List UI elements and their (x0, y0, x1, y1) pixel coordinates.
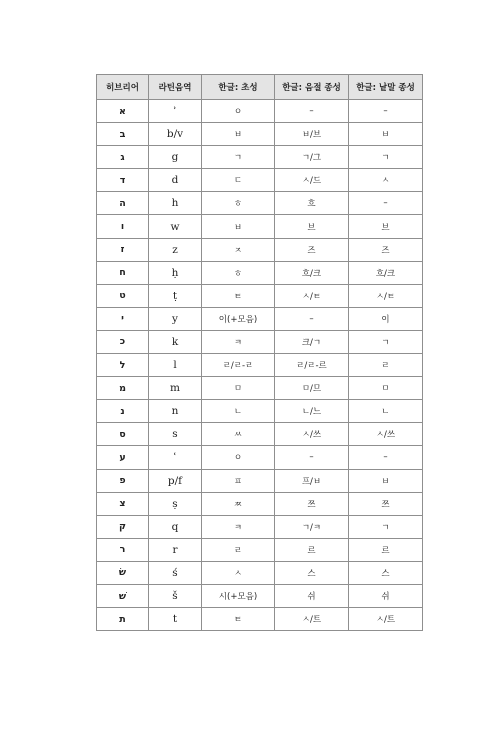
korean-word-final-cell: ㄹ (349, 354, 423, 377)
korean-initial-cell: ㅈ (202, 238, 275, 261)
hebrew-cell: י (97, 307, 149, 330)
korean-syllable-final-cell: – (275, 446, 349, 469)
table-body (97, 100, 423, 631)
korean-word-final-cell: 이 (349, 307, 423, 330)
korean-initial-cell: ㅅ (202, 561, 275, 584)
korean-word-final-cell: ㅂ (349, 123, 423, 146)
table-row (97, 261, 423, 284)
korean-syllable-final-cell: ㄱ/ㅋ (275, 515, 349, 538)
korean-syllable-final-cell: – (275, 100, 349, 123)
korean-syllable-final-cell: 스 (275, 561, 349, 584)
hebrew-cell: שׁ (97, 584, 149, 607)
table-row (97, 100, 423, 123)
latin-cell: p/f (149, 469, 202, 492)
hebrew-cell: כ (97, 330, 149, 353)
korean-initial-cell: ㅍ (202, 469, 275, 492)
korean-initial-cell: ㅋ (202, 330, 275, 353)
korean-syllable-final-cell: ㄹ/ㄹ-르 (275, 354, 349, 377)
hebrew-cell: א (97, 100, 149, 123)
hebrew-cell: ת (97, 608, 149, 631)
korean-syllable-final-cell: 르 (275, 538, 349, 561)
table-row (97, 238, 423, 261)
table-row (97, 561, 423, 584)
korean-initial-cell: ㅌ (202, 284, 275, 307)
hebrew-cell: ע (97, 446, 149, 469)
korean-syllable-final-cell: ㅅ/ㅌ (275, 284, 349, 307)
table-row (97, 330, 423, 353)
header-korean-initial: 한글: 초성 (202, 75, 275, 100)
korean-initial-cell: ㅌ (202, 608, 275, 631)
korean-initial-cell: ㅂ (202, 215, 275, 238)
hebrew-cell: נ (97, 400, 149, 423)
latin-cell: s (149, 423, 202, 446)
table-row (97, 377, 423, 400)
hebrew-cell: ה (97, 192, 149, 215)
latin-cell: g (149, 146, 202, 169)
latin-cell: q (149, 515, 202, 538)
latin-cell: ś (149, 561, 202, 584)
korean-word-final-cell: ㄱ (349, 330, 423, 353)
korean-syllable-final-cell: ㄱ/그 (275, 146, 349, 169)
korean-word-final-cell: 흐/크 (349, 261, 423, 284)
korean-word-final-cell: ㅁ (349, 377, 423, 400)
latin-cell: ḥ (149, 261, 202, 284)
latin-cell: d (149, 169, 202, 192)
hebrew-cell: ט (97, 284, 149, 307)
latin-cell: m (149, 377, 202, 400)
korean-syllable-final-cell: ㅂ/브 (275, 123, 349, 146)
korean-word-final-cell: ㄴ (349, 400, 423, 423)
hebrew-cell: ב (97, 123, 149, 146)
latin-cell: ṭ (149, 284, 202, 307)
header-korean-syllable-final: 한글: 음절 종성 (275, 75, 349, 100)
korean-initial-cell: ㄷ (202, 169, 275, 192)
korean-word-final-cell: ㅅ/ㅌ (349, 284, 423, 307)
korean-word-final-cell: ㅂ (349, 469, 423, 492)
latin-cell: y (149, 307, 202, 330)
table-row (97, 584, 423, 607)
table-row (97, 169, 423, 192)
hebrew-cell: ק (97, 515, 149, 538)
latin-cell: n (149, 400, 202, 423)
header-korean-word-final: 한글: 낱말 종성 (349, 75, 423, 100)
latin-cell: r (149, 538, 202, 561)
hebrew-cell: ו (97, 215, 149, 238)
korean-word-final-cell: – (349, 446, 423, 469)
korean-word-final-cell: – (349, 100, 423, 123)
korean-initial-cell: ㄹ (202, 538, 275, 561)
header-row (97, 75, 423, 100)
korean-syllable-final-cell: 프/ㅂ (275, 469, 349, 492)
table-row (97, 492, 423, 515)
korean-initial-cell: ㅎ (202, 261, 275, 284)
korean-initial-cell: ㄹ/ㄹ-ㄹ (202, 354, 275, 377)
table-row (97, 354, 423, 377)
latin-cell: š (149, 584, 202, 607)
korean-word-final-cell: ㅅ/트 (349, 608, 423, 631)
table-row (97, 469, 423, 492)
latin-cell: l (149, 354, 202, 377)
hebrew-cell: ח (97, 261, 149, 284)
korean-initial-cell: 시(+모음) (202, 584, 275, 607)
korean-syllable-final-cell: 쯔 (275, 492, 349, 515)
table-row (97, 538, 423, 561)
korean-syllable-final-cell: ㅁ/므 (275, 377, 349, 400)
table-row (97, 423, 423, 446)
latin-cell: ṣ (149, 492, 202, 515)
hebrew-cell: מ (97, 377, 149, 400)
korean-syllable-final-cell: 흐 (275, 192, 349, 215)
table-row (97, 446, 423, 469)
table-row (97, 608, 423, 631)
korean-syllable-final-cell: 쉬 (275, 584, 349, 607)
korean-initial-cell: ㅋ (202, 515, 275, 538)
korean-initial-cell: ㅉ (202, 492, 275, 515)
table-row (97, 284, 423, 307)
latin-cell: w (149, 215, 202, 238)
korean-syllable-final-cell: ㅅ/드 (275, 169, 349, 192)
korean-syllable-final-cell: ㅅ/트 (275, 608, 349, 631)
table-row (97, 515, 423, 538)
header-latin: 라틴음역 (149, 75, 202, 100)
korean-initial-cell: ㅂ (202, 123, 275, 146)
korean-initial-cell: ㅇ (202, 446, 275, 469)
hebrew-cell: ל (97, 354, 149, 377)
transliteration-table (96, 74, 423, 631)
table-row (97, 215, 423, 238)
korean-word-final-cell: ㅅ (349, 169, 423, 192)
korean-syllable-final-cell: 브 (275, 215, 349, 238)
korean-initial-cell: ㅁ (202, 377, 275, 400)
table-row (97, 400, 423, 423)
table-row (97, 123, 423, 146)
korean-syllable-final-cell: 흐/크 (275, 261, 349, 284)
latin-cell: ʿ (149, 446, 202, 469)
korean-word-final-cell: 즈 (349, 238, 423, 261)
hebrew-cell: ג (97, 146, 149, 169)
header-hebrew: 히브리어 (97, 75, 149, 100)
korean-word-final-cell: 스 (349, 561, 423, 584)
hebrew-cell: צ (97, 492, 149, 515)
korean-initial-cell: ㄴ (202, 400, 275, 423)
latin-cell: z (149, 238, 202, 261)
latin-cell: t (149, 608, 202, 631)
korean-word-final-cell: – (349, 192, 423, 215)
latin-cell: k (149, 330, 202, 353)
table-row (97, 146, 423, 169)
latin-cell: h (149, 192, 202, 215)
hebrew-cell: ס (97, 423, 149, 446)
korean-initial-cell: ㅆ (202, 423, 275, 446)
hebrew-cell: פ (97, 469, 149, 492)
korean-word-final-cell: 브 (349, 215, 423, 238)
korean-word-final-cell: 르 (349, 538, 423, 561)
table-row (97, 192, 423, 215)
korean-word-final-cell: 쯔 (349, 492, 423, 515)
korean-word-final-cell: 쉬 (349, 584, 423, 607)
korean-syllable-final-cell: – (275, 307, 349, 330)
korean-initial-cell: ㄱ (202, 146, 275, 169)
hebrew-cell: ד (97, 169, 149, 192)
korean-word-final-cell: ㄱ (349, 515, 423, 538)
latin-cell: b/v (149, 123, 202, 146)
hebrew-cell: ר (97, 538, 149, 561)
korean-word-final-cell: ㄱ (349, 146, 423, 169)
table-row (97, 307, 423, 330)
korean-initial-cell: ㅎ (202, 192, 275, 215)
korean-syllable-final-cell: 즈 (275, 238, 349, 261)
korean-initial-cell: ㅇ (202, 100, 275, 123)
latin-cell: ʾ (149, 100, 202, 123)
korean-syllable-final-cell: ㄴ/느 (275, 400, 349, 423)
korean-syllable-final-cell: ㅅ/쓰 (275, 423, 349, 446)
hebrew-cell: שׂ (97, 561, 149, 584)
korean-initial-cell: 이(+모음) (202, 307, 275, 330)
korean-syllable-final-cell: 크/ㄱ (275, 330, 349, 353)
korean-word-final-cell: ㅅ/쓰 (349, 423, 423, 446)
hebrew-cell: ז (97, 238, 149, 261)
